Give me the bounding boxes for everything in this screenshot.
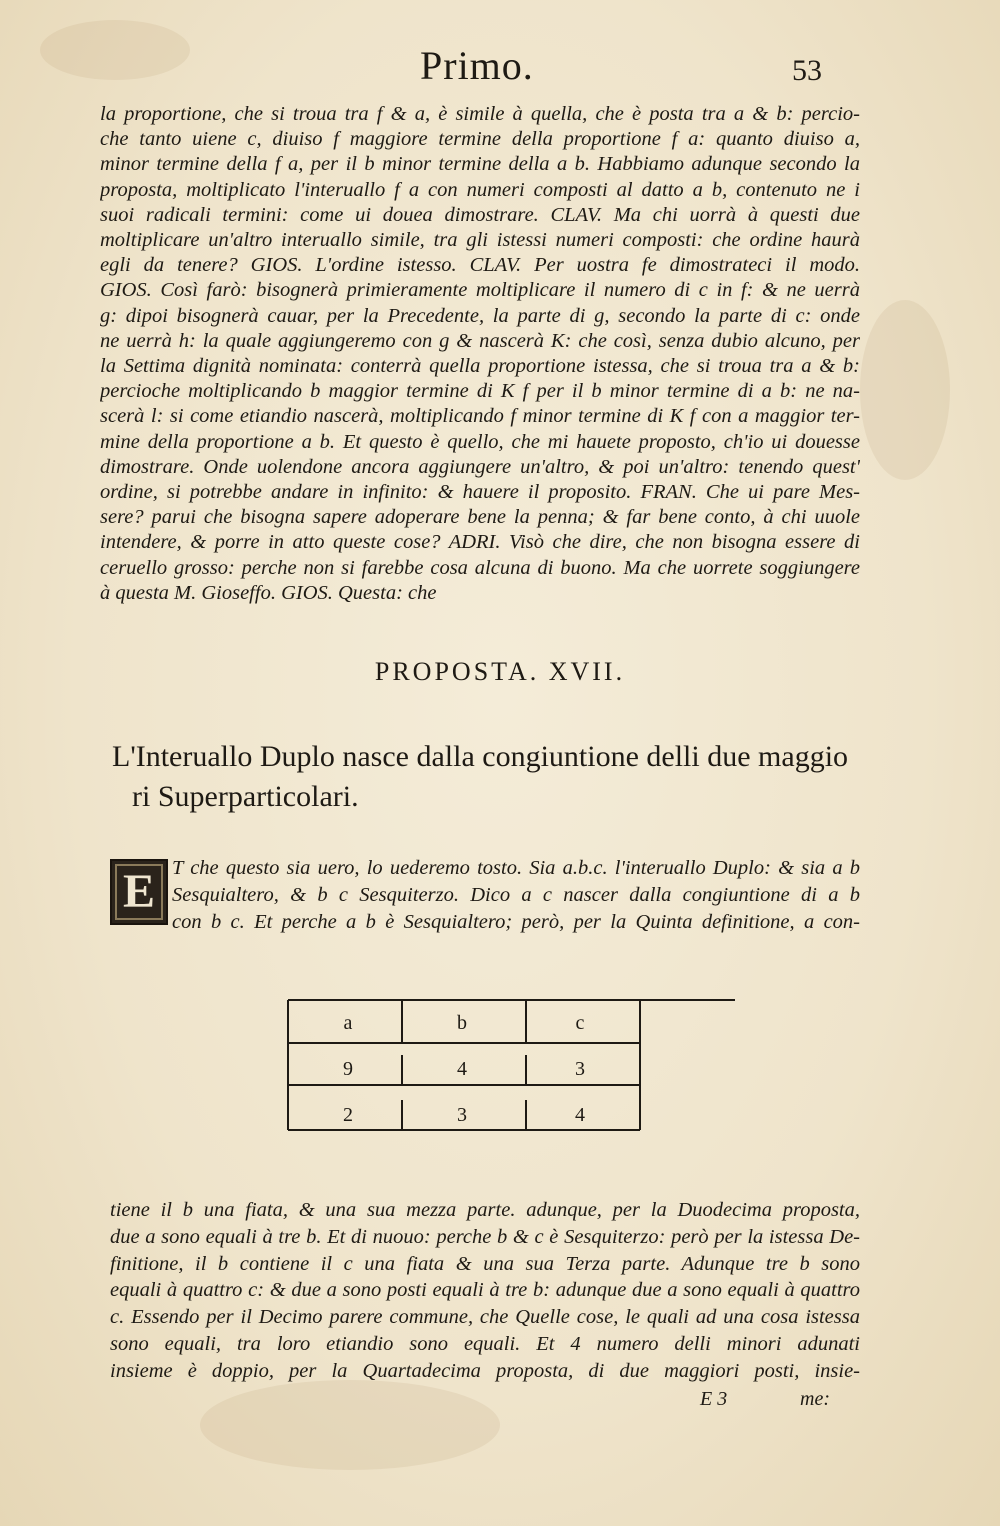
page-stain bbox=[200, 1380, 500, 1470]
text-line: intendere, & porre in atto queste cose? ADRI. Visò che dire, che non bisogna essere di bbox=[100, 531, 860, 554]
text-line: ordine, si potrebbe andare in infinito: & hauere il proposito. FRAN. Che ui pare Mes- bbox=[100, 481, 860, 504]
proof-continuation bbox=[110, 1197, 860, 1385]
running-head: Primo. bbox=[420, 43, 534, 88]
enunciation-line: L'Interuallo Duplo nasce dalla congiuntione delli due maggio bbox=[112, 740, 849, 773]
text-line: due a sono equali à tre b. Et di nuouo: perche b & c è Sesquiterzo: però per la istessa De- bbox=[110, 1225, 860, 1248]
decorated-initial: E bbox=[110, 859, 168, 925]
text-line: sere? parui che bisogna sapere adoperare bene la penna; & far bene conto, à chi uuole bbox=[100, 506, 860, 529]
text-line: minor termine della f a, per il b minor termine della a b. Habbiamo adunque secondo la bbox=[100, 153, 860, 176]
text-line: mine della proportione a b. Et questo è quello, che mi hauete proposto, ch'io ui douesse bbox=[100, 430, 860, 453]
text-line: dimostrare. Onde uolendone ancora aggiungere un'altro, & poi un'altro: tenendo quest' bbox=[100, 455, 860, 478]
text-line: c. Essendo per il Decimo parere commune, che Quelle cose, le quali ad una cosa istessa bbox=[110, 1306, 860, 1329]
text-line: tiene il b una fiata, & una sua mezza parte. adunque, per la Duodecima proposta, bbox=[110, 1199, 860, 1221]
text-line: finitione, il b contiene il c una fiata & una sua Terza parte. Adunque tre b sono bbox=[110, 1252, 860, 1275]
text-line: equali à quattro c: & due a sono posti equali à tre b: adunque due a sono equali à quattro bbox=[110, 1279, 860, 1302]
diagram-label: 3 bbox=[575, 1058, 585, 1080]
text-line: GIOS. Così farò: bisognerà primieramente moltiplicare il numero di c in f: & ne uerrà bbox=[100, 279, 860, 302]
diagram-label: 9 bbox=[343, 1058, 353, 1080]
text-line: ceruello grosso: perche non si farebbe cosa alcuna di buono. Ma che uorrete soggiungere bbox=[100, 556, 860, 579]
catchword: me: bbox=[800, 1388, 830, 1410]
text-line: insieme è doppio, per la Quartadecima proposta, di due maggiori posti, insie- bbox=[110, 1359, 860, 1382]
text-line: che tanto uiene c, diuiso f maggiore termine della proportione f a: quanto diuiso a, bbox=[100, 128, 860, 151]
diagram-label: 2 bbox=[343, 1104, 353, 1126]
text-line: scerà l: si come etiandio nascerà, moltiplicando f minor termine di K f con a maggior ter- bbox=[100, 405, 860, 428]
dialogue-text bbox=[100, 102, 860, 606]
text-line: Sesquialtero, & b c Sesquiterzo. Dico a c nascer dalla congiuntione di a b bbox=[172, 884, 860, 906]
page-stain bbox=[860, 300, 950, 480]
diagram-label: 4 bbox=[575, 1104, 585, 1126]
proof-text bbox=[110, 855, 860, 936]
text-line: la proportione, che si troua tra f & a, è simile à quella, che è posta tra a & b: percio- bbox=[100, 103, 860, 125]
signature-mark: E 3 bbox=[700, 1388, 728, 1410]
text-line: suoi radicali termini: come ui douea dimostrare. CLAV. Ma chi uorrà à questi due bbox=[100, 203, 860, 226]
text-line: egli da tenere? GIOS. L'ordine istesso. CLAV. Per uostra fe dimostrateci il modo. bbox=[100, 254, 860, 277]
text-line: g: dipoi bisognerà cauar, per la Precedente, la parte di g, secondo la parte di c: onde bbox=[100, 304, 860, 327]
proposition-title: PROPOSTA. XVII. bbox=[374, 657, 626, 686]
page-number: 53 bbox=[792, 54, 822, 87]
enunciation-line: ri Superparticolari. bbox=[132, 780, 359, 813]
text-line: ne uerrà h: la quale aggiungeremo con g & nascerà K: che così, senza dubio alcuno, per bbox=[100, 329, 860, 352]
diagram-label: 4 bbox=[457, 1058, 467, 1080]
text-line: moltiplicare un'altro interuallo simile, tra gli istessi numeri composti: che ordine haurà bbox=[100, 229, 860, 252]
diagram-label: a bbox=[343, 1012, 353, 1034]
diagram-label: b bbox=[457, 1012, 467, 1034]
text-line: sono equali, tra loro etiandio sono equali. Et 4 numero delli minori adunati bbox=[110, 1332, 860, 1355]
text-line: à questa M. Gioseffo. GIOS. Questa: che bbox=[100, 581, 437, 604]
text-line: percioche moltiplicando b maggior termine di K f per il b minor termine di a b: ne na- bbox=[100, 380, 860, 403]
text-line: la Settima dignità nominata: conterrà quella proportione istessa, che si troua tra a & b: bbox=[100, 355, 860, 378]
page-header bbox=[0, 40, 1000, 100]
diagram-label: c bbox=[575, 1012, 585, 1034]
text-line: proposta, moltiplicato l'interuallo f a con numeri composti al datto a b, contenuto ne i bbox=[100, 178, 860, 201]
diagram-label: 3 bbox=[457, 1104, 467, 1126]
text-line: T che questo sia uero, lo uederemo tosto. Sia a.b.c. l'interuallo Duplo: & sia a b bbox=[172, 857, 860, 879]
text-line: con b c. Et perche a b è Sesquialtero; però, per la Quinta definitione, a con- bbox=[172, 911, 860, 933]
proposition-enunciation bbox=[112, 737, 852, 817]
